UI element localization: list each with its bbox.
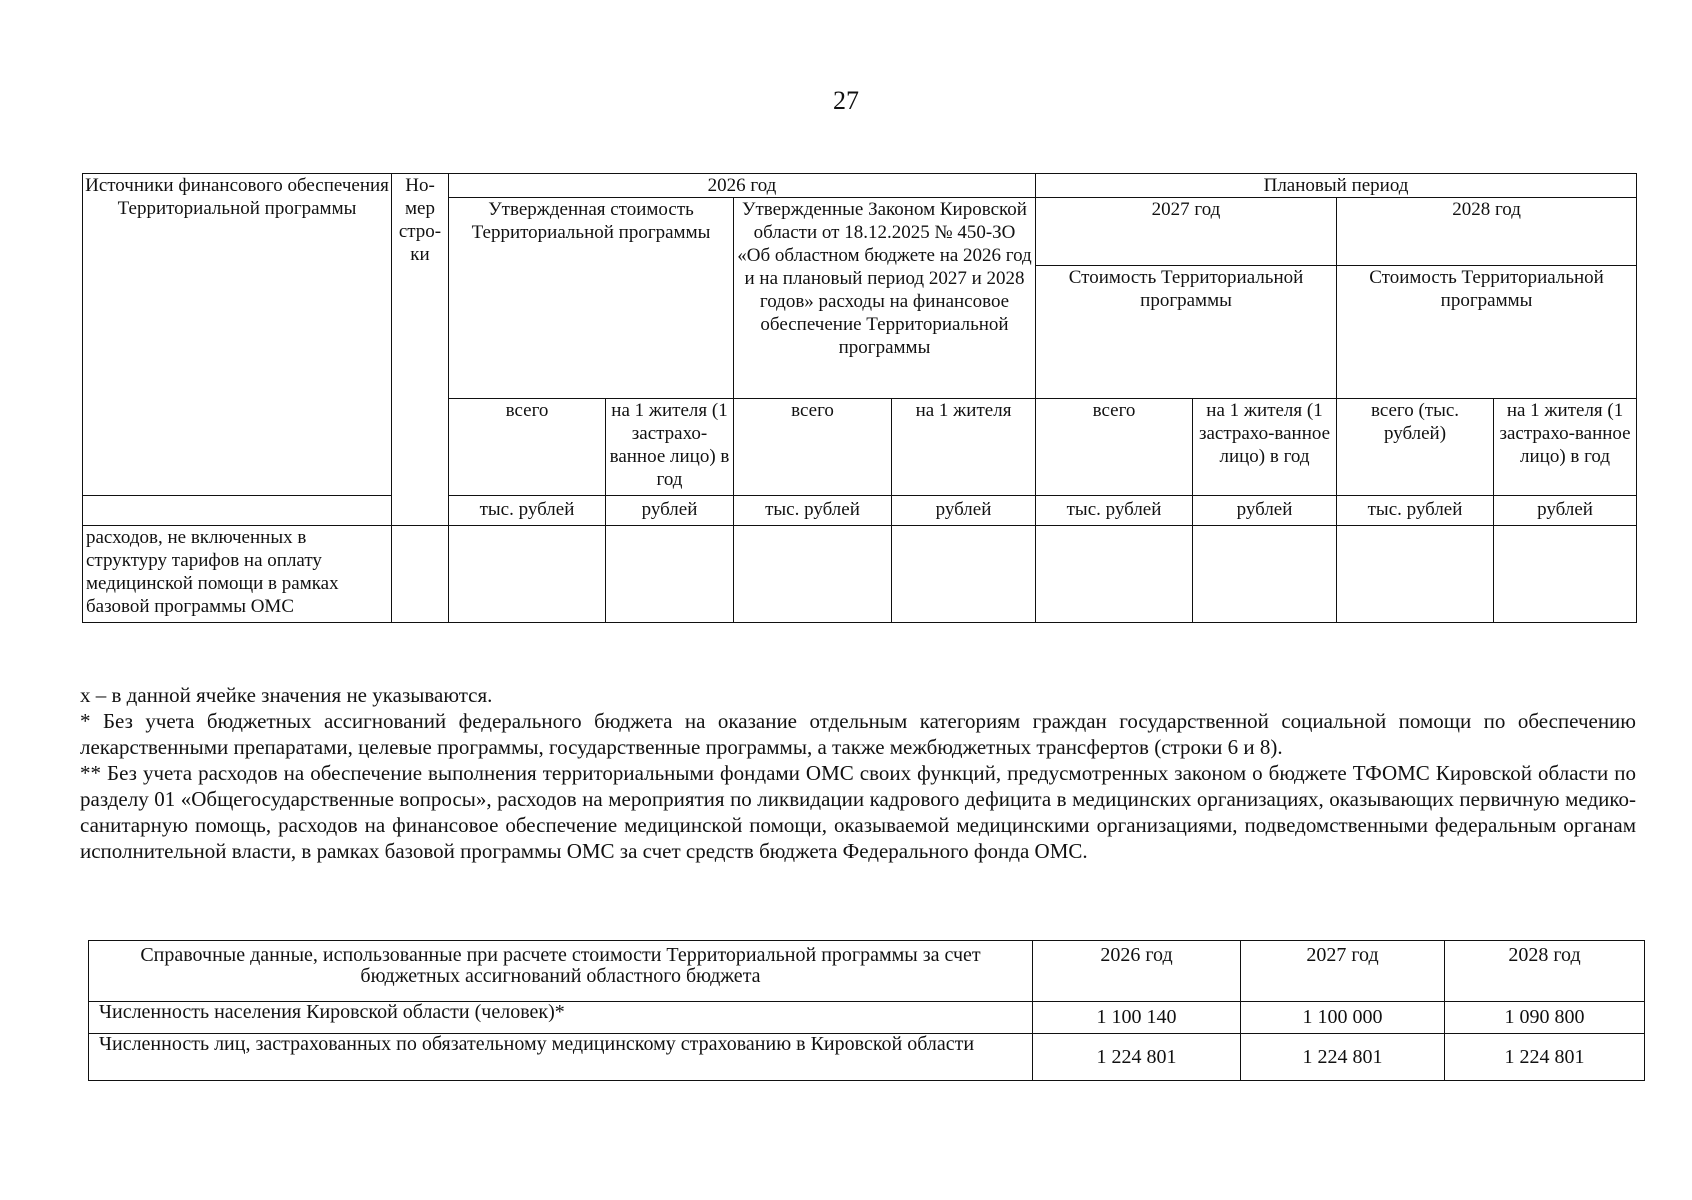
sub-per-insured: на 1 жителя (1 застрахо-ванное лицо) в год [1494, 399, 1637, 496]
unit-rub: рублей [1193, 496, 1337, 526]
header-cost-2028: Стоимость Территориальной программы [1337, 265, 1637, 398]
header-approved-law: Утвержденные Законом Кировской области от 18.12.2025 № 450-ЗО «Об областном бюджете на 2026 год и на плановый период 2027 и 2028 годов» расходы на финансовое обеспечение Территориальной программы [734, 198, 1036, 399]
unit-empty [83, 496, 392, 526]
unit-rub: рублей [606, 496, 734, 526]
footnotes [80, 682, 1636, 864]
ref-year-2026: 2026 год [1033, 941, 1241, 1002]
unit-rub: рублей [892, 496, 1036, 526]
header-2027: 2027 год [1036, 198, 1337, 266]
table-cell [892, 526, 1036, 623]
footnote-star: * Без учета бюджетных ассигнований федерального бюджета на оказание отдельным категориям граждан государственной социальной помощи по обеспечению лекарственными препаратами, целевые программы, государственные программы, а также межбюджетных трансфертов (строки 6 и 8). [80, 709, 1636, 759]
ref-value: 1 090 800 [1445, 1002, 1645, 1034]
sub-per-insured: на 1 жителя (1 застрахо-ванное лицо) в год [1193, 399, 1337, 496]
header-cost-2027: Стоимость Территориальной программы [1036, 265, 1337, 398]
reference-table [88, 940, 1645, 1081]
cost-table [82, 173, 1637, 623]
ref-year-2028: 2028 год [1445, 941, 1645, 1002]
sub-per-resident: на 1 жителя [892, 399, 1036, 496]
header-source: Источники финансового обеспечения Территориальной программы [83, 174, 392, 496]
page-number: 27 [833, 86, 859, 115]
table-cell [606, 526, 734, 623]
header-approved-cost: Утвержденная стоимость Территориальной программы [449, 198, 734, 399]
sub-total: всего [734, 399, 892, 496]
unit-thousand: тыс. рублей [1337, 496, 1494, 526]
row-label: расходов, не включенных в структуру тарифов на оплату медицинской помощи в рамках базовой программы ОМС [83, 526, 392, 623]
ref-value: 1 224 801 [1241, 1034, 1445, 1081]
table-cell [1494, 526, 1637, 623]
ref-header: Справочные данные, использованные при расчете стоимости Территориальной программы за счет бюджетных ассигнований областного бюджета [89, 941, 1033, 1002]
header-2028: 2028 год [1337, 198, 1637, 266]
footnote-double-star: ** Без учета расходов на обеспечение выполнения территориальными фондами ОМС своих функций, предусмотренных законом о бюджете ТФОМС Кировской области по разделу 01 «Общегосударственные вопросы», расходов на мероприятия по ликвидации кадрового дефицита в медицинских организациях, оказывающих первичную медико-санитарную помощь, расходов на финансовое обеспечение медицинской помощи, оказываемой медицинскими организациями, подведомственными федеральным органам исполнительной власти, в рамках базовой программы ОМС за счет средств бюджета Федерального фонда ОМС. [80, 761, 1636, 863]
ref-row-label: Численность населения Кировской области (человек)* [89, 1002, 1033, 1034]
table-cell [1036, 526, 1193, 623]
ref-row-label: Численность лиц, застрахованных по обязательному медицинскому страхованию в Кировской области [89, 1034, 1033, 1081]
header-planning-period: Плановый период [1036, 174, 1637, 198]
header-line-number: Но-мер стро-ки [392, 174, 449, 526]
ref-value: 1 224 801 [1033, 1034, 1241, 1081]
sub-total: всего [449, 399, 606, 496]
table-cell [449, 526, 606, 623]
ref-value: 1 224 801 [1445, 1034, 1645, 1081]
ref-year-2027: 2027 год [1241, 941, 1445, 1002]
table-cell [392, 526, 449, 623]
sub-total: всего [1036, 399, 1193, 496]
unit-thousand: тыс. рублей [449, 496, 606, 526]
sub-per-insured: на 1 жителя (1 застрахо-ванное лицо) в год [606, 399, 734, 496]
ref-value: 1 100 000 [1241, 1002, 1445, 1034]
ref-value: 1 100 140 [1033, 1002, 1241, 1034]
unit-rub: рублей [1494, 496, 1637, 526]
sub-total-2028: всего (тыс. рублей) [1337, 399, 1494, 496]
table-cell [1193, 526, 1337, 623]
unit-thousand: тыс. рублей [734, 496, 892, 526]
header-2026: 2026 год [449, 174, 1036, 198]
table-cell [1337, 526, 1494, 623]
unit-thousand: тыс. рублей [1036, 496, 1193, 526]
table-cell [734, 526, 892, 623]
footnote-x: х – в данной ячейке значения не указываются. [80, 683, 493, 707]
